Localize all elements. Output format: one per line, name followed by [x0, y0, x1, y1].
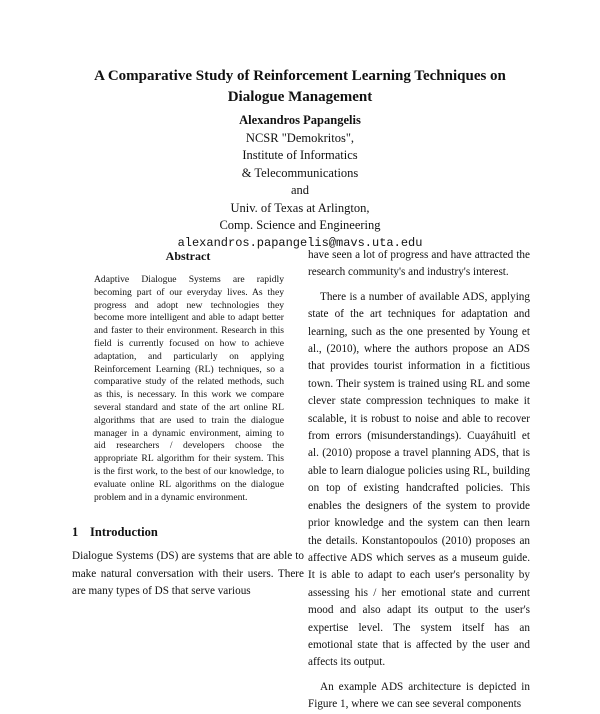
author-conjunction: and: [290, 183, 310, 197]
section-heading-introduction: [72, 524, 304, 540]
author-affiliation: & Telecommunications: [241, 165, 359, 180]
introduction-text: Dialogue Systems (DS) are systems that are able to make natural conversation with their users. There are many types of DS that serve various: [72, 550, 304, 598]
author-affiliation: NCSR "Demokritos",: [245, 130, 355, 145]
author-block: [100, 112, 500, 252]
section-title: Introduction: [90, 525, 158, 540]
author-email: alexandros.papangelis@mavs.uta.edu: [177, 235, 423, 250]
body-paragraph: An example ADS architecture is depicted in Figure 1, where we can see several components: [308, 680, 530, 711]
paper-title: [60, 66, 540, 108]
author-affiliation: Institute of Informatics: [242, 148, 358, 162]
body-paragraph: have seen a lot of progress and have attracted the research community's and industry's interest.: [308, 249, 530, 279]
abstract-heading: Abstract: [165, 249, 211, 263]
left-column: [72, 248, 304, 601]
abstract-text: Adaptive Dialogue Systems are rapidly becoming part of our everyday lives. As they progress and adopt new technologies they become more intelligent and able to adapt better and faster to their environment. Research in this field is currently focused on how to achieve adaptation, and particularly on applying Reinforcement Learning (RL) techniques, so a comparative study of the related methods, such as this, is necessary. In this work we compare several standard and state of the art online RL algorithms that are used to train the dialogue manager in a dynamic environment, aiming to aid researchers / developers choose the appropriate RL algorithm for their system. This is the first work, to the best of our knowledge, to evaluate online RL algorithms on the dialogue problem and in a dynamic environment.: [94, 274, 284, 503]
author-affiliation: Comp. Science and Engineering: [219, 218, 381, 232]
body-paragraph: There is a number of available ADS, applying state of the art techniques for adaptation and learning, such as the one presented by Young et al., (2010), where the authors propose an ADS that provides tourist information in a fictitious town. Their system is trained using RL and some clever state compression techniques to make it scalable, it is robust to noise and able to recover from errors (misunderstandings). Cuayáhuitl et al. (2010) propose a travel planning ADS, that is able to learn dialogue policies using RL, building on top of existing handcrafted policies. This enables the designers of the system to provide prior knowledge and the system can then learn the details. Konstantopoulos (2010) proposes an affective ADS which serves as a museum guide. It is able to adapt to each user's personality by assessing his / her emotional state and current mood and also adapt its output to the user's expertise level. The system itself has an emotional state that is affected by the user and affects its output.: [308, 290, 530, 669]
author-affiliation: Univ. of Texas at Arlington,: [230, 200, 370, 215]
author-name: Alexandros Papangelis: [239, 113, 361, 127]
section-number: 1: [72, 525, 79, 540]
title-line-1: A Comparative Study of Reinforcement Learning Techniques on: [94, 68, 506, 84]
title-line-2: Dialogue Management: [227, 89, 373, 105]
right-column: [308, 247, 530, 714]
